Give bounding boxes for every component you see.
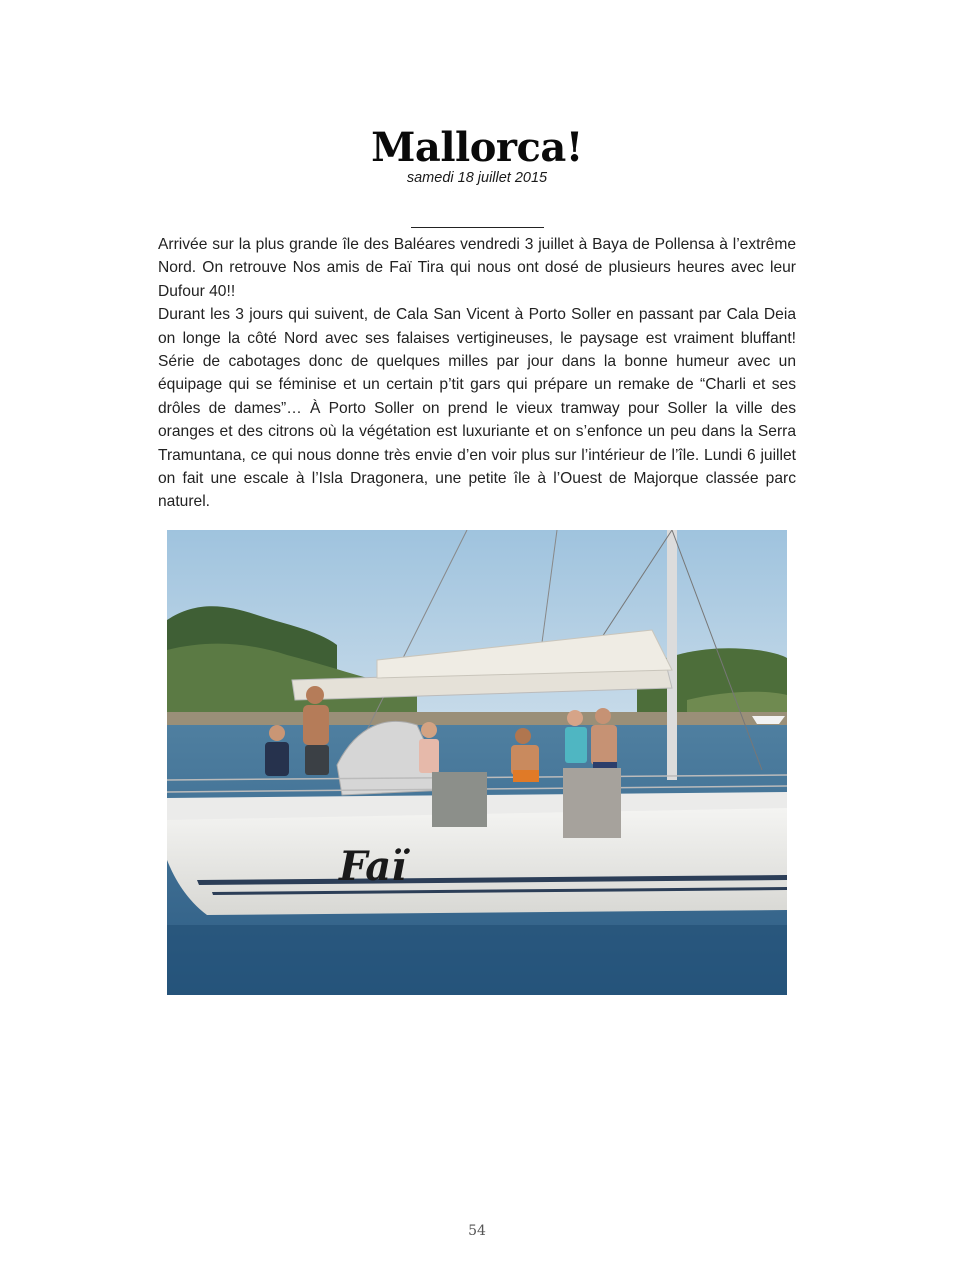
title-divider — [411, 227, 544, 228]
page-title: Mallorca! — [371, 124, 583, 171]
article-body — [158, 233, 796, 514]
post-date: samedi 18 juillet 2015 — [406, 170, 548, 186]
page-number: 54 — [468, 1223, 486, 1239]
paragraph: Arrivée sur la plus grande île des Baléares vendredi 3 juillet à Baya de Pollensa à l’extrême Nord. On retrouve Nos amis de Faï Tira qui nous ont dosé de plusieurs heures avec leur Dufour 40!! — [158, 236, 796, 300]
hull-lettering: Faï — [339, 843, 407, 890]
sailboat-photo — [167, 530, 787, 995]
paragraph: Durant les 3 jours qui suivent, de Cala San Vicent à Porto Soller en passant par Cala Deia on longe la côté Nord avec ses falaises vertigineuses, le paysage est vraiment bluffant! Série de cabotages donc de quelques milles par jour dans la bonne humeur avec un équipage qui se féminise et un certain p’tit gars qui prépare un remake de “Charli et ses drôles de dames”… À Porto Soller on prend le vieux tramway pour Soller la ville des oranges et des citrons où la végétation est luxuriante et on s’enfonce un peu dans la Serra Tramuntana, ce qui nous donne très envie d’en voir plus sur l’intérieur de l’île. Lundi 6 juillet on fait une escale à l’Isla Dragonera, une petite île à l’Ouest de Majorque classée parc naturel. — [158, 306, 796, 511]
